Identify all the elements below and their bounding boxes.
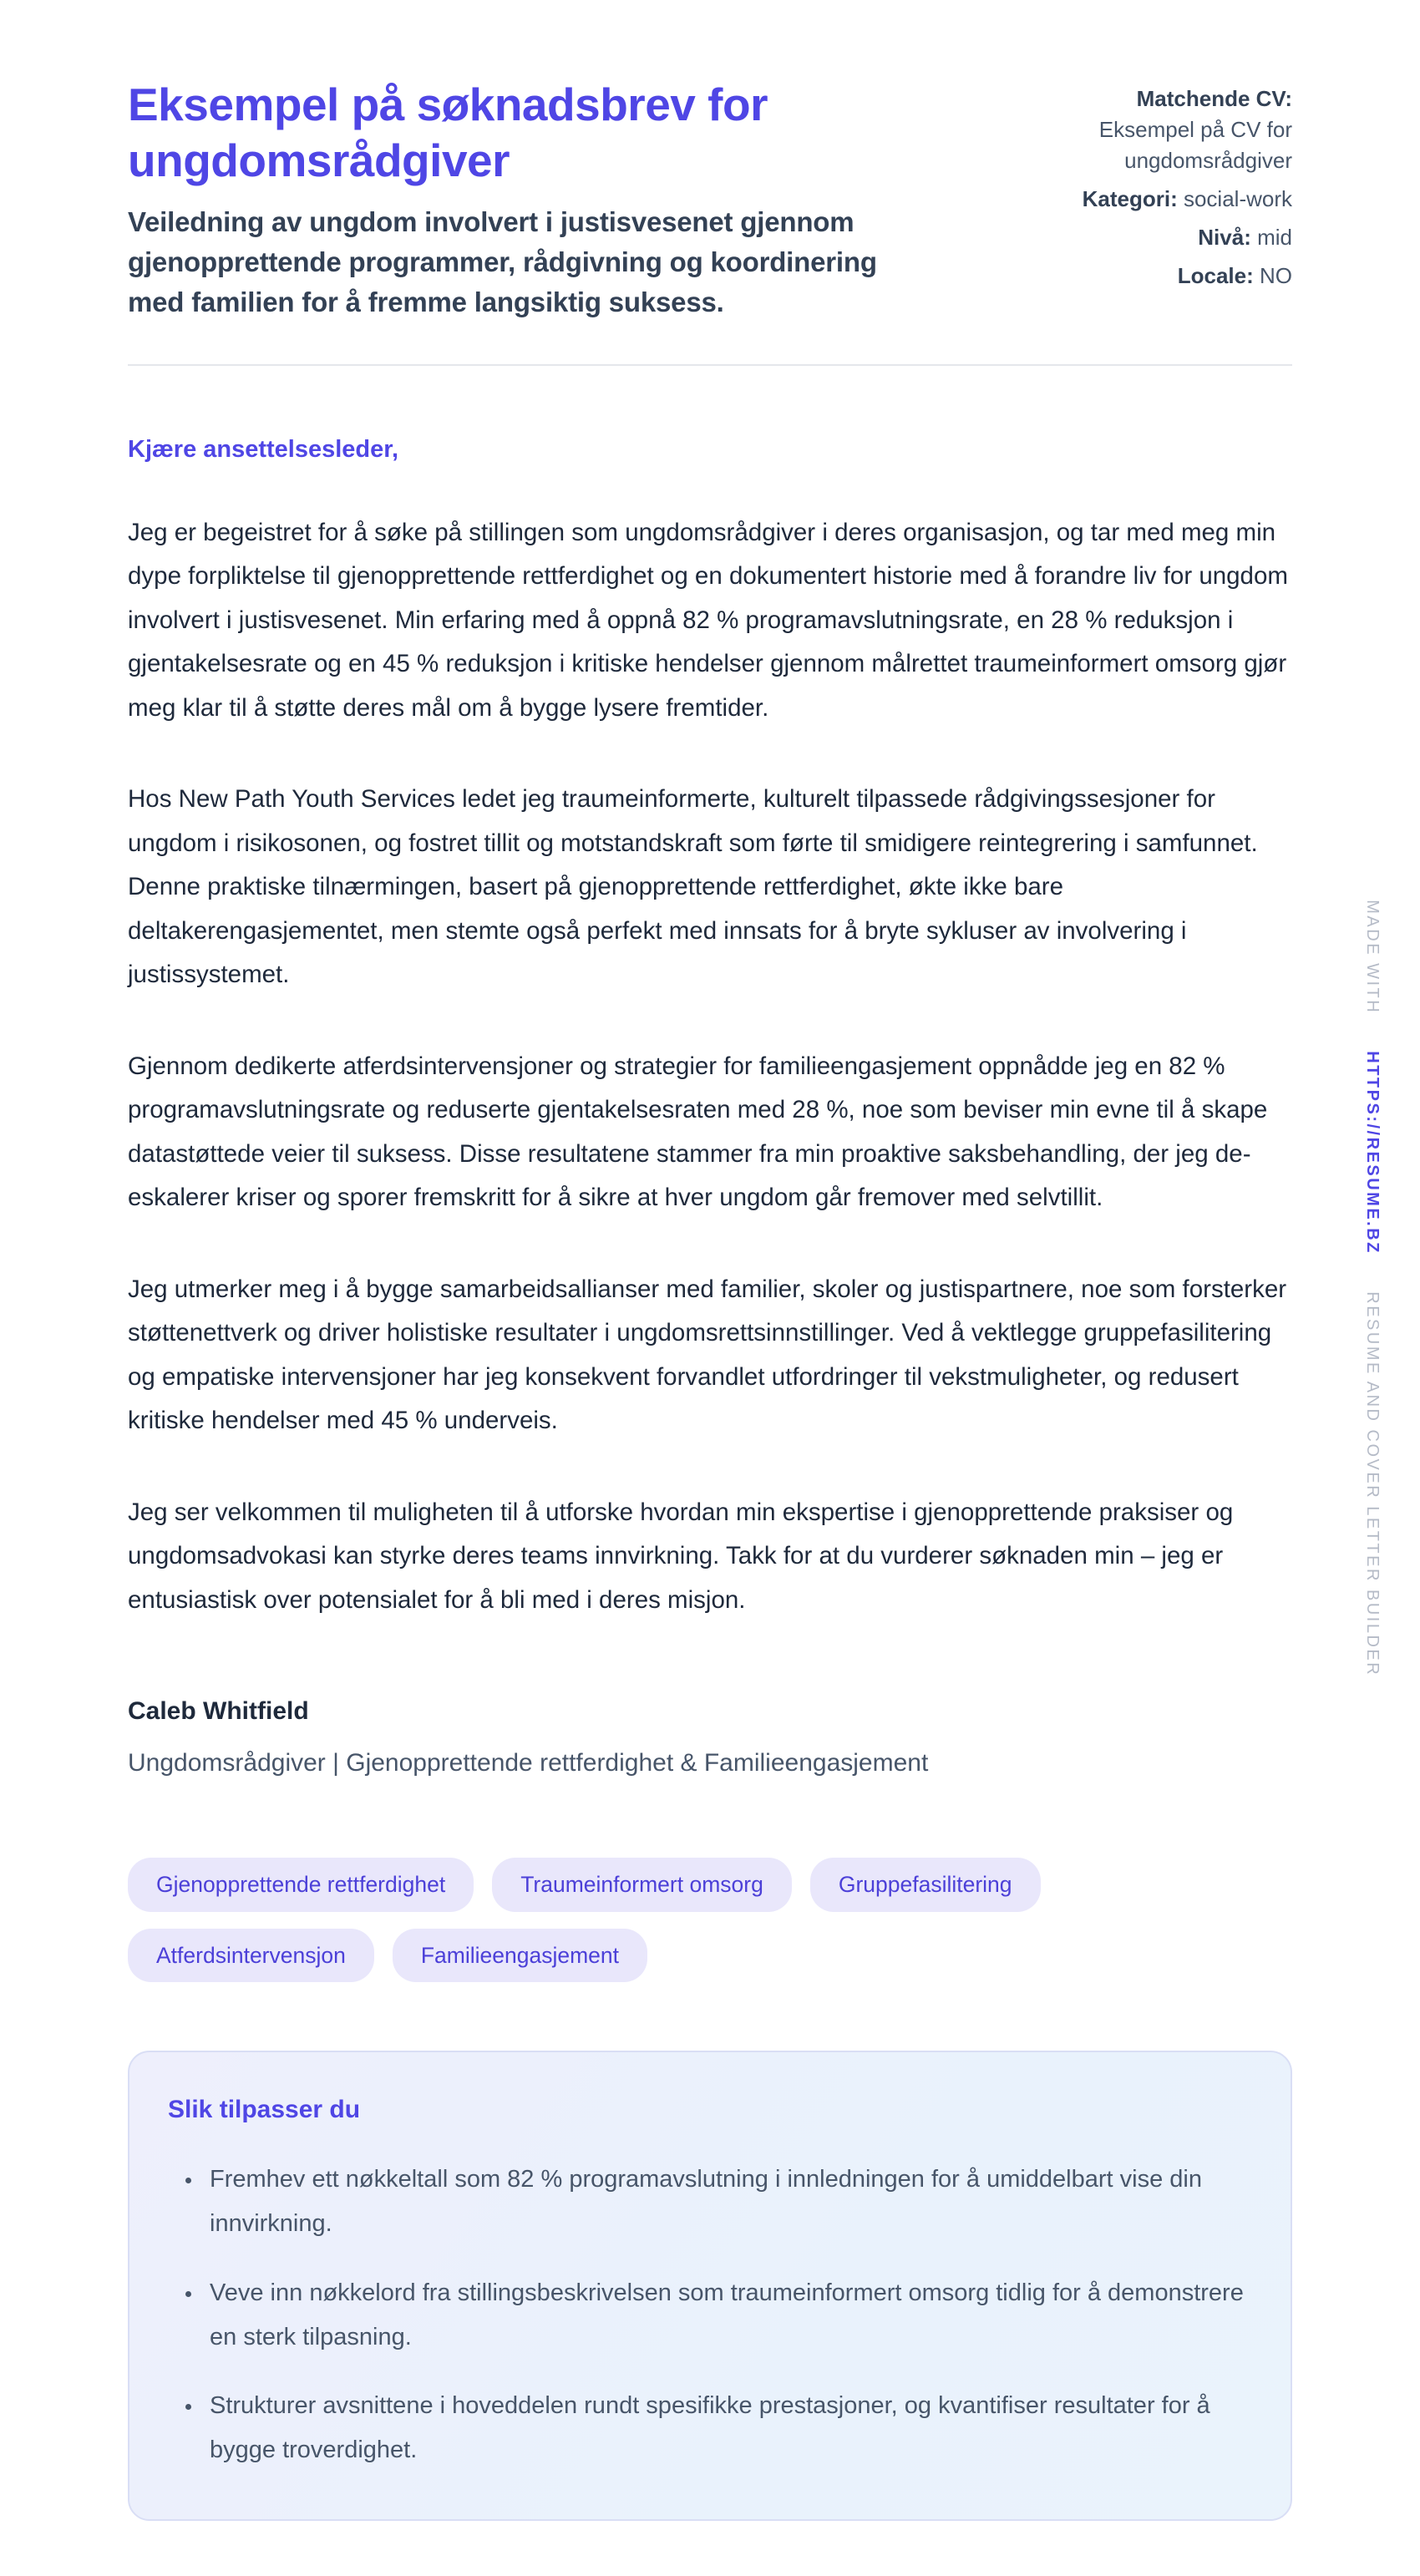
watermark-suffix: RESUME AND COVER LETTER BUILDER (1363, 1291, 1382, 1676)
tips-item: • Strukturer avsnittene i hoveddelen rundt spesifikke prestasjoner, og kvantifiser resultater for å bygge troverdighet. (203, 2384, 1247, 2472)
signature-name: Caleb Whitfield (128, 1697, 309, 1726)
meta-level-value: mid (1257, 224, 1292, 250)
meta-locale-label: Locale: (1177, 262, 1254, 288)
tips-item: • Veve inn nøkkelord fra stillingsbeskrivelsen som traumeinformert omsorg tidlig for å demonstrere en sterk tilpasning. (203, 2271, 1247, 2360)
page-header (128, 77, 1292, 322)
meta-category (1082, 184, 1292, 215)
header-title-block (128, 77, 930, 322)
tag-badge: Traumeinformert omsorg (492, 1858, 792, 1912)
letter-paragraph: Gjennom dedikerte atferdsintervensjoner og strategier for familieengasjement oppnådde jeg en 82 % programavslutningsrate og reduserte gjentakelsesraten med 28 %, noe som beviser min evne til å skape datastøttede veier til suksess. Disse resultatene stammer fra min proaktive saksbehandling, der jeg de-eskalerer kriser og sporer fremskritt for å sikre at hver ungdom går fremover med selvtillit. (128, 1052, 1268, 1212)
watermark-prefix: MADE WITH (1363, 900, 1382, 1015)
meta-matching-cv (1082, 84, 1292, 176)
signature-role: Ungdomsrådgiver | Gjenopprettende rettferdighet & Familieengasjement (128, 1749, 929, 1777)
tag-badge: Atferdsintervensjon (128, 1929, 374, 1983)
meta-level-label: Nivå: (1198, 224, 1251, 250)
cover-letter-page (128, 0, 1292, 2521)
letter-paragraph: Jeg utmerker meg i å bygge samarbeidsallianser med familier, skoler og justispartnere, noe som forsterker støttenettverk og driver holistiske resultater i ungdomsrettsinnstillinger. Ved å vektlegge gruppefasilitering og empatiske intervensjoner har jeg konsekvent forvandlet utfordringer til vekstmuligheter, og redusert kritiske hendelser med 45 % underveis. (128, 1275, 1287, 1435)
letter-paragraph: Jeg er begeistret for å søke på stillingen som ungdomsrådgiver i deres organisasjon, og tar med meg min dype forpliktelse til gjenopprettende rettferdighet og en dokumentert historie med å forandre liv for ungdom involvert i justisvesenet. Min erfaring med å oppnå 82 % programavslutningsrate, en 28 % reduksjon i gjentakelsesrate og en 45 % reduksjon i kritiske hendelser gjennom målrettet traumeinformert omsorg gjør meg klar til å støtte deres mål om å bygge lysere fremtider. (128, 518, 1288, 722)
meta-category-value: social-work (1183, 185, 1292, 211)
tag-badge: Gjenopprettende rettferdighet (128, 1858, 474, 1912)
meta-locale (1082, 261, 1292, 292)
tag-badge: Gruppefasilitering (810, 1858, 1041, 1912)
meta-category-label: Kategori: (1082, 185, 1178, 211)
meta-level (1082, 222, 1292, 253)
tips-box (128, 2051, 1292, 2521)
tips-heading: Slik tilpasser du (168, 2096, 361, 2124)
tips-list (168, 2158, 1247, 2472)
meta-panel (1082, 84, 1292, 298)
watermark-link[interactable]: HTTPS://RESUME.BZ (1363, 1051, 1382, 1255)
letter-paragraph: Jeg ser velkommen til muligheten til å utforske hvordan min ekspertise i gjenopprettende praksiser og ungdomsadvokasi kan styrke deres teams innvirkning. Takk for at du vurderer søknaden min – jeg er entusiastisk over potensialet for å bli med i deres misjon. (128, 1498, 1234, 1614)
page-subtitle: Veiledning av ungdom involvert i justisvesenet gjennom gjenopprettende programmer, rådgivning og koordinering med familien for å fremme langsiktig suksess. (128, 206, 877, 317)
meta-locale-value: NO (1260, 262, 1292, 288)
header-divider (128, 364, 1292, 366)
letter-paragraph: Hos New Path Youth Services ledet jeg traumeinformerte, kulturelt tilpassede rådgivingssesjoner for ungdom i risikosonen, og fostret tillit og motstandskraft som førte til smidigere reintegrering i samfunnet. Denne praktiske tilnærmingen, basert på gjenopprettende rettferdighet, økte ikke bare deltakerengasjementet, men stemte også perfekt med innsats for å bryte sykluser av involvering i justissystemet. (128, 785, 1258, 989)
meta-matching-cv-label: Matchende CV: (1136, 86, 1292, 111)
meta-matching-cv-value: Eksempel på CV for ungdomsrådgiver (1098, 116, 1292, 173)
side-watermark (1362, 900, 1382, 1676)
tag-badge: Familieengasjement (393, 1929, 647, 1983)
letter-salutation: Kjære ansettelsesleder, (128, 435, 399, 463)
tips-item: • Fremhev ett nøkkeltall som 82 % programavslutning i innledningen for å umiddelbart vise din innvirkning. (203, 2158, 1247, 2246)
page-title: Eksempel på søknadsbrev for ungdomsrådgiver (128, 79, 768, 187)
keyword-tags (128, 1858, 1292, 1982)
letter-body (128, 436, 1292, 1778)
